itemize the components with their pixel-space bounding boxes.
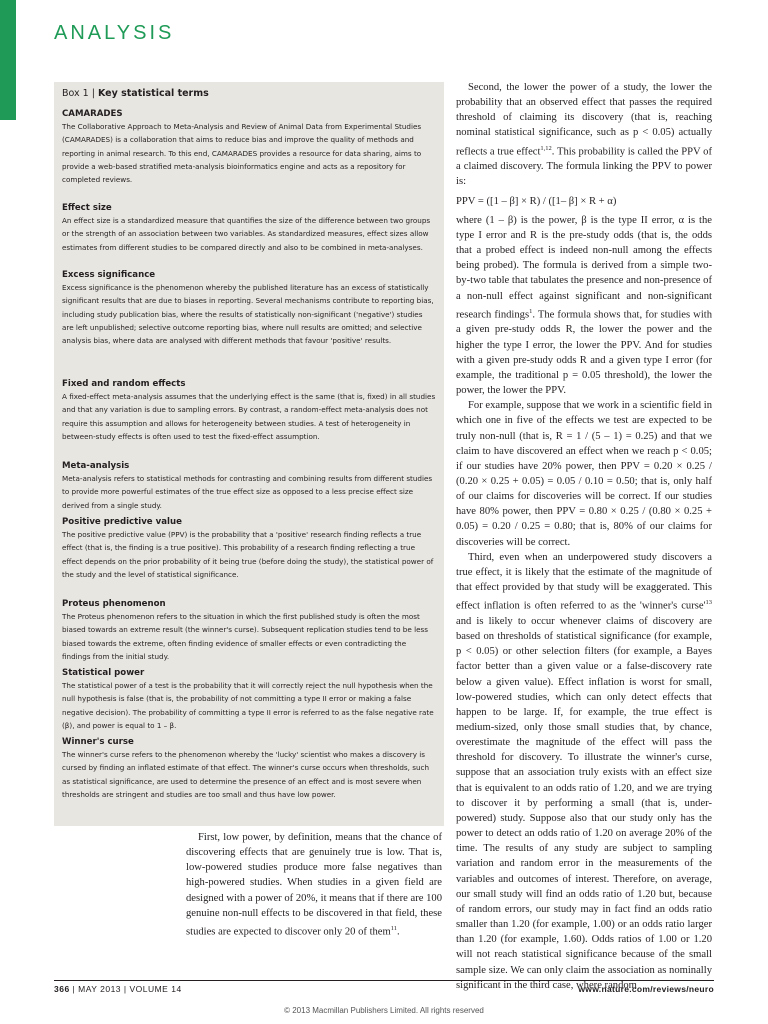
term-body: An effect size is a standardized measure that quantifies the size of the difference between two groups or the strength of an association between two variables. As standardized measures, effect sizes allow estimates from different studies to be compared directly and also to be combined in meta-analyses. <box>62 216 431 252</box>
term-body: The positive predictive value (PPV) is the probability that a 'positive' research finding reflects a true effect (that is, the finding is a true positive). This probability of a research finding reflecting a true effect depends on the prior probability of it being true (before doing the study), the statistical power of the study and the level of statistical significance. <box>62 530 434 579</box>
reference-superscript: 11 <box>390 924 398 932</box>
term-fixed-random <box>62 378 436 443</box>
left-column-text <box>186 830 442 940</box>
term-statistical-power <box>62 667 436 732</box>
term-body: A fixed-effect meta-analysis assumes that the underlying effect is the same (that is, fixed) in all studies and that any variation is due to sampling errors. By contrast, a random-effect meta-analysis does not require this assumption and allows for heterogeneity between studies. A test of heterogeneity in between-study effects is often used to test the fixed-effect assumption. <box>62 392 436 441</box>
term-head: Fixed and random effects <box>62 379 186 389</box>
term-body: The statistical power of a test is the probability that it will correctly reject the null hypothesis when the null hypothesis is false (that is, the probability of not committing a type II error or making a false negative decision). The probability of committing a type II error is referred to as the false negative rate (β), and power is equal to 1 – β. <box>62 681 434 730</box>
term-body: Excess significance is the phenomenon whereby the published literature has an excess of statistically significant results that are due to biases in reporting. Several mechanisms contribute to reporting bias, including study publication bias, where the results of statistically non-significant ('negative') studies are left unpublished; selective outcome reporting bias, where null results are omitted; and selective analysis bias, where data are analysed with different methods that favour 'positive' results. <box>62 283 434 346</box>
paragraph-end: and is likely to occur whenever claims of discovery are based on thresholds of statistical significance (for example, p < 0.05) or other selection filters (for example, a Bayes factor better than a given value or a false-discovery rate below a given value). Effect inflation is worst for small, low-powered studies, which can only detect effects that happen to be large. If, for example, the true effect is medium-sized, only those small studies that, by chance, overestimate the magnitude of the effect will pass the threshold for discovery. To illustrate the winner's curse, suppose that an association truly exists with an effect size that is equivalent to an odds ratio of 1.20, and we are trying to discover it by performing a small (that is, under-powered) study. Suppose also that our study only has the power to detect an odds ratio of 1.20 on average 20% of the time. The results of any study are subject to sampling variation and random error in the measurements of the variables and outcomes of interest. Therefore, on average, our small study will find an odds ratio of 1.20 but, because of random errors, our study may in fact find an odds ratio smaller than 1.20 (for example, 1.00) or an odds ratio larger than 1.20 (for example, 1.60). Odds ratios of 1.00 or 1.20 will not reach statistical significance because of the small sample size. We can only claim the association as nominally significant in the third case, where random <box>456 615 712 991</box>
term-meta-analysis <box>62 460 436 512</box>
reference-superscript: 1 <box>529 307 533 315</box>
paragraph <box>456 550 712 993</box>
journal-url: www.nature.com/reviews/neuro <box>578 984 714 994</box>
term-body: The Collaborative Approach to Meta-Analysis and Review of Animal Data from Experimental Studies (CAMARADES) is a collaboration that aims to reduce bias and improve the quality of methods and reporting in animal research. To this end, CAMARADES provides a resource for data sharing, aims to provide a web-based stratified meta-analysis bioinformatics engine and acts as a repository for completed reviews. <box>62 122 422 185</box>
term-head: CAMARADES <box>62 109 123 119</box>
ppv-formula: PPV = ([1 – β] × R) / ([1– β] × R + α) <box>456 195 617 207</box>
term-head: Effect size <box>62 203 112 213</box>
box-label: Box 1 | <box>62 88 98 99</box>
page-number: 366 <box>54 984 70 994</box>
term-head: Excess significance <box>62 270 156 280</box>
right-column-text <box>456 80 712 993</box>
paragraph-text: First, low power, by definition, means that the chance of discovering effects that are genuinely true is low. That is, low-powered studies produce more false negatives than high-powered studies. When studies in a given field are designed with a power of 20%, it means that if there are 100 genuine non-null effects to be discovered in that field, these studies are expected to discover only 20 of them <box>186 832 442 938</box>
paragraph-text: where (1 – β) is the power, β is the type II error, α is the type I error and R is the pre-study odds (that is, the odds that a probed effect is indeed non-null among the effects being probed). The formula is derived from a simple two-by-two table that tabulates the presence and non-presence of a non-null effect against significant and non-significant research findings <box>456 214 712 321</box>
term-ppv <box>62 516 436 581</box>
box-heading: Key statistical terms <box>97 88 209 99</box>
paragraph <box>456 80 712 190</box>
paragraph: For example, suppose that we work in a scientific field in which one in five of the effects we test are expected to be truly non-null (that is, R = 1 / (5 – 1) = 0.25) and that we claim to have discovered an effect when we reach p < 0.05; if our studies have 20% power, then PPV = 0.20 × 0.25 / (0.20 × 0.25 + 0.05) = 0.05 / 0.10 = 0.50; that is, only half of our claims for discoveries will be correct. If our studies have 80% power, then PPV = 0.80 × 0.25 / (0.80 × 0.25 + 0.05) = 0.20 / 0.25 = 0.80; that is, 80% of our claims for discoveries will be correct. <box>456 400 712 548</box>
section-label: ANALYSIS <box>54 22 175 44</box>
paragraph <box>456 213 712 398</box>
reference-superscript: 1,12 <box>540 144 552 152</box>
term-camarades <box>62 108 436 186</box>
term-body: The Proteus phenomenon refers to the situation in which the first published study is often the most biased towards an extreme result (the winner's curse). Subsequent replication studies tend to be less biased towards the extreme, often finding evidence of smaller effects or even contradicting the findings from the initial study. <box>62 612 428 661</box>
term-excess-significance <box>62 269 436 347</box>
paragraph-end: . The formula shows that, for studies with a given pre-study odds R, the lower the power and the higher the type I error, the lower the PPV. And for studies with a given pre-study odds R and a given type I error (for example, the traditional p = 0.05 threshold), the lower the power, the lower the PPV. <box>456 309 713 397</box>
section-accent-bar <box>0 0 16 120</box>
copyright-notice: © 2013 Macmillan Publishers Limited. All rights reserved <box>284 1006 484 1015</box>
issue-info: | MAY 2013 | VOLUME 14 <box>69 984 182 994</box>
term-head: Statistical power <box>62 668 145 678</box>
paragraph-end: . This probability is called the PPV of a claimed discovery. The formula linking the PPV to power is: <box>456 146 712 188</box>
term-head: Positive predictive value <box>62 517 182 527</box>
term-head: Proteus phenomenon <box>62 599 166 609</box>
reference-superscript: 13 <box>705 599 712 607</box>
term-body: Meta-analysis refers to statistical methods for contrasting and combining results from different studies to provide more powerful estimates of the true effect size as opposed to a less precise effect size derived from a single study. <box>62 474 433 510</box>
term-body: The winner's curse refers to the phenomenon whereby the 'lucky' scientist who makes a discovery is cursed by finding an inflated estimate of that effect. The winner's curse occurs when thresholds, such as statistical significance, are used to determine the presence of an effect and is most severe when thresholds are stringent and studies are too small and thus have low power. <box>62 750 430 799</box>
paragraph-text: Third, even when an underpowered study discovers a true effect, it is likely that the estimate of the magnitude of that effect provided by that study will be exaggerated. This effect inflation is often referred to as the 'winner's curse' <box>456 551 712 612</box>
term-head: Meta-analysis <box>62 461 130 471</box>
paragraph <box>186 830 442 940</box>
term-effect-size <box>62 202 436 254</box>
paragraph-text: Second, the lower the power of a study, the lower the probability that an observed effect that passes the required threshold of claiming its discovery (that is, reaching nominal statistical significance, such as p < 0.05) actually reflects a true effect <box>456 82 712 158</box>
key-terms-box <box>54 82 444 826</box>
term-winners-curse <box>62 736 436 801</box>
term-head: Winner's curse <box>62 737 134 747</box>
footer-rule <box>54 980 714 981</box>
term-proteus <box>62 598 436 663</box>
box-title <box>62 88 209 99</box>
paragraph-end: . <box>397 926 400 938</box>
page-info <box>54 984 182 994</box>
